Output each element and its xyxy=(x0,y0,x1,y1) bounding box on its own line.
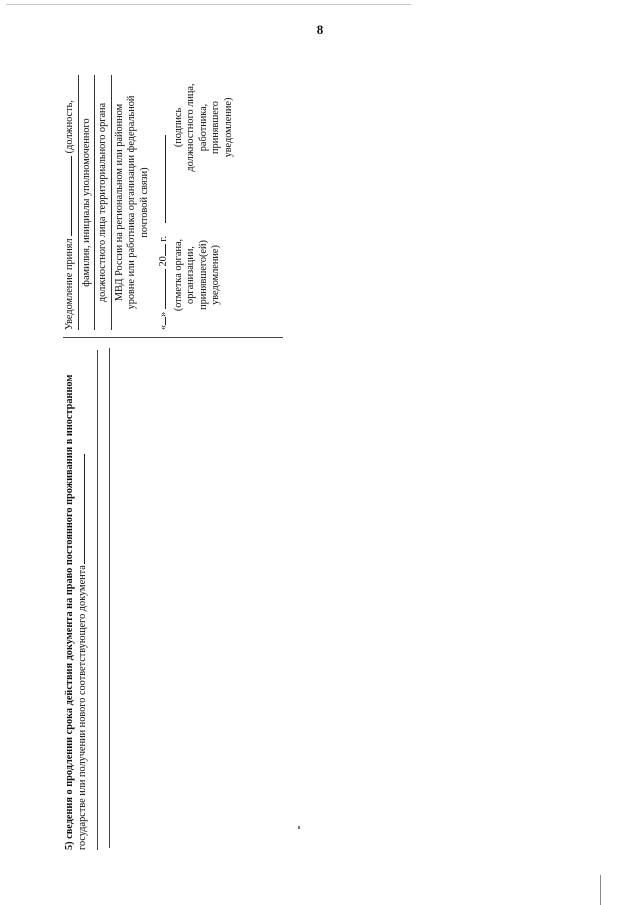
rule-2 xyxy=(94,75,95,330)
sign-caption-5: уведомление) xyxy=(222,97,234,158)
mark-caption-2: организации, xyxy=(185,246,196,304)
section-5-line-2 xyxy=(76,350,89,850)
caption-mvd-2: уровне или работника организации федеральной xyxy=(126,95,137,310)
date-century: 20 xyxy=(158,256,169,267)
mark-caption-3: принявшего(ей) xyxy=(197,240,209,310)
section-5-line-2-text: государстве или получении нового соответствующего документа xyxy=(77,565,88,850)
date-month-blank xyxy=(157,269,166,309)
mark-caption-1: (отметка органа, xyxy=(172,238,184,312)
mark-caption xyxy=(173,220,223,330)
date-row xyxy=(157,75,171,330)
rule-3 xyxy=(111,75,112,330)
caption-columns xyxy=(173,75,263,330)
rotated-form-content xyxy=(63,83,263,850)
date-close-quote: » xyxy=(158,311,169,317)
notice-acceptance-block xyxy=(63,75,263,330)
date-day-blank xyxy=(157,317,166,325)
date-open-quote: « xyxy=(158,324,169,330)
signature-line xyxy=(157,135,166,223)
signature-caption xyxy=(173,75,236,180)
accepted-fill-line xyxy=(63,156,72,236)
sign-caption-1: (подпись xyxy=(172,107,184,148)
section-5-fill-line xyxy=(76,454,85,564)
caption-name: фамилия, инициалы уполномоченного xyxy=(80,118,92,287)
scan-speck xyxy=(298,826,300,829)
section-5-answer-line-2 xyxy=(109,348,110,848)
caption-official: должностного лица территориального органа xyxy=(97,102,108,303)
accepted-row xyxy=(63,75,77,330)
section-5-answer-line-1 xyxy=(97,350,98,850)
date-year-blank xyxy=(157,244,166,256)
scan-right-edge xyxy=(600,875,601,905)
section-5-line-1: 5) сведения о продлении срока действия документа на право постоянного проживания в иностранном xyxy=(64,374,75,850)
scan-top-edge xyxy=(6,4,411,5)
caption-mvd-3: почтовой связи) xyxy=(138,167,150,238)
notice-left-border xyxy=(63,337,283,338)
sign-caption-2: должностного лица, xyxy=(185,83,196,172)
caption-mvd-1: МВД России на региональном или районном xyxy=(113,103,125,302)
mark-caption-4: уведомление) xyxy=(210,245,221,305)
page-number: 8 xyxy=(316,22,324,37)
rule-1 xyxy=(78,75,79,330)
caption-position: (должность, xyxy=(64,100,75,154)
section-5-text xyxy=(63,350,89,850)
sign-caption-4: принявшего xyxy=(210,101,221,154)
accepted-label: Уведомление принял xyxy=(64,238,75,330)
date-year-suffix: г. xyxy=(158,236,169,242)
sign-caption-3: работника, xyxy=(197,103,209,152)
